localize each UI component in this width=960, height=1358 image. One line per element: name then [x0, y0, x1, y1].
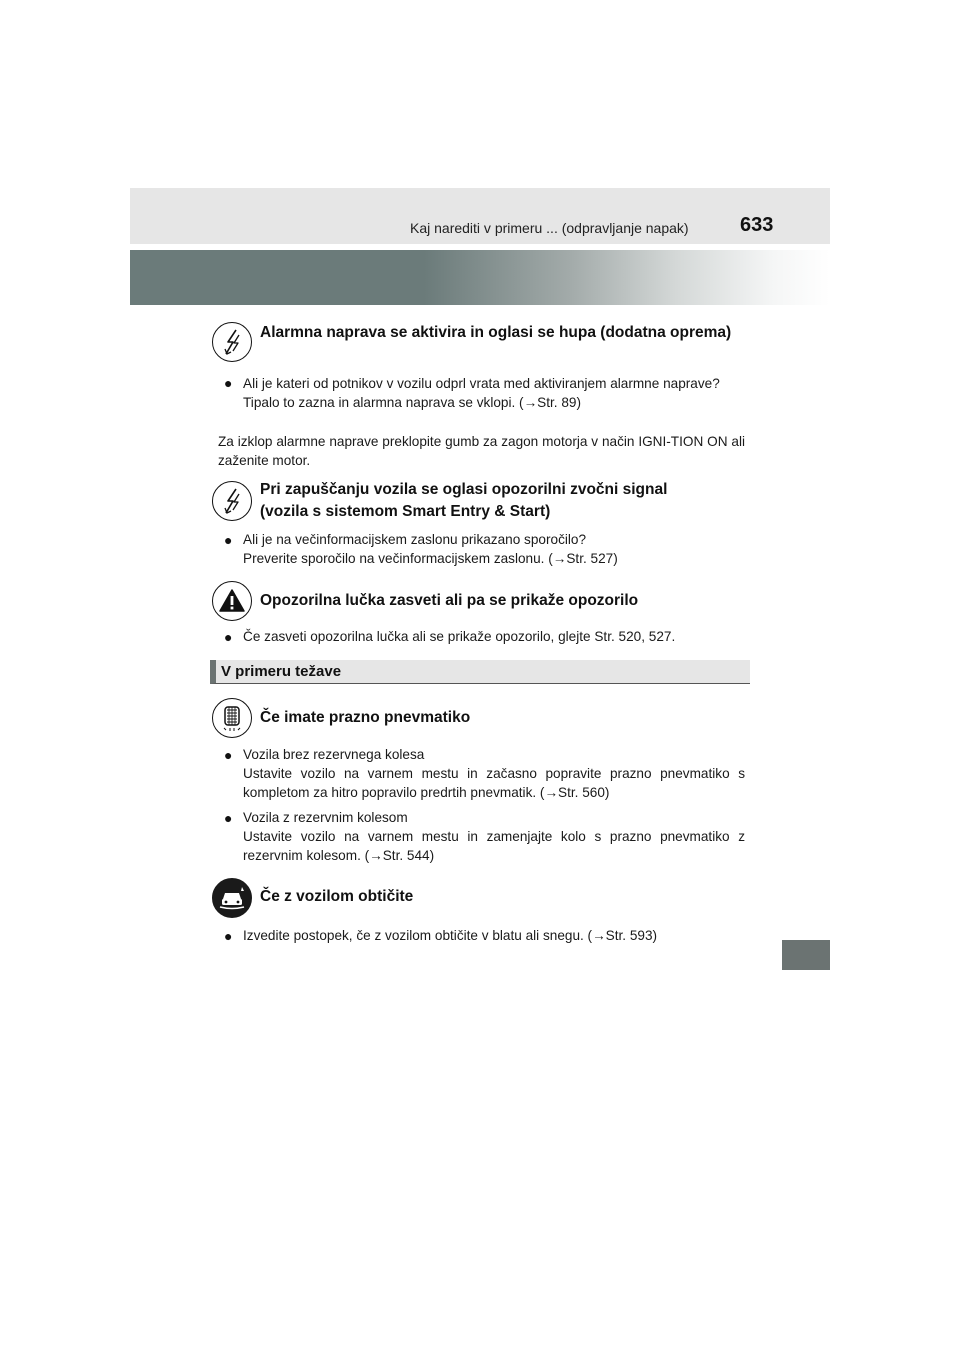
bullet-marker	[224, 811, 232, 825]
alarm-paragraph: Za izklop alarmne naprave preklopite gumb za zagon motorja v način IGNI-TION ON ali zaženite motor.	[218, 434, 745, 468]
stuck-bullet: Izvedite postopek, če z vozilom obtičite v blatu ali snegu. (→Str. 593)	[243, 928, 658, 943]
flat-tire-heading: Če imate prazno pnevmatiko	[260, 709, 471, 726]
flat-tire-bullet2	[243, 808, 745, 865]
warning-triangle-icon	[212, 581, 252, 621]
flat-tire-bullet2-text: Ustavite vozilo na varnem mestu in zamenjajte kolo s prazno pnevmatiko z rezervnim kolesom. (→Str. 544)	[243, 829, 745, 863]
alarm-heading: Alarmna naprava se aktivira in oglasi se hupa (dodatna oprema)	[260, 324, 732, 341]
bullet-marker	[224, 533, 232, 547]
warning-buzzer-heading-line2: (vozila s sistemom Smart Entry & Start)	[260, 503, 551, 520]
bullet-marker	[224, 929, 232, 943]
alarm-bullet-question: Ali je kateri od potnikov v vozilu odprl vrata med aktiviranjem alarmne naprave?	[243, 376, 720, 391]
chapter-side-tab	[782, 940, 830, 970]
lightning-bolt-icon	[212, 322, 252, 362]
lightning-bolt-icon	[212, 481, 252, 521]
flat-tire-bullet2-title: Vozila z rezervnim kolesom	[243, 810, 408, 825]
bullet-marker	[224, 630, 232, 644]
bullet-marker	[224, 748, 232, 762]
warning-buzzer-heading-line1: Pri zapuščanju vozila se oglasi opozorilni zvočni signal	[260, 481, 668, 498]
flat-tire-icon	[212, 698, 252, 738]
stuck-heading: Če z vozilom obtičite	[260, 888, 414, 905]
flat-tire-bullet1-text: Ustavite vozilo na varnem mestu in začasno popravite prazno pnevmatiko s kompletom za hitro popravilo predrtih pnevmatik. (→Str. 560)	[243, 766, 745, 800]
warning-buzzer-bullet-text	[243, 530, 745, 568]
warning-light-bullet: Če zasveti opozorilna lučka ali se prikaže opozorilo, glejte Str. 520, 527.	[243, 629, 676, 644]
warning-buzzer-heading	[260, 479, 745, 523]
section-title: V primeru težave	[221, 663, 342, 680]
flat-tire-bullet1	[243, 745, 745, 802]
warning-light-heading: Opozorilna lučka zasveti ali pa se prikaže opozorilo	[260, 592, 639, 609]
warning-buzzer-bullet-question: Ali je na večinformacijskem zaslonu prikazano sporočilo?	[243, 532, 587, 547]
page-number: 633	[740, 214, 774, 236]
bullet-marker	[224, 376, 232, 390]
warning-buzzer-bullet-answer: Preverite sporočilo na večinformacijskem zaslonu. (→Str. 527)	[243, 551, 618, 566]
header-title: Kaj narediti v primeru ... (odpravljanje napak)	[410, 220, 689, 236]
chapter-band	[130, 250, 830, 305]
flat-tire-bullet1-title: Vozila brez rezervnega kolesa	[243, 747, 425, 762]
alarm-bullet-text	[243, 374, 745, 412]
alarm-bullet-answer: Tipalo to zazna in alarmna naprava se vklopi. (→Str. 89)	[243, 395, 581, 410]
stuck-car-icon	[212, 878, 252, 918]
